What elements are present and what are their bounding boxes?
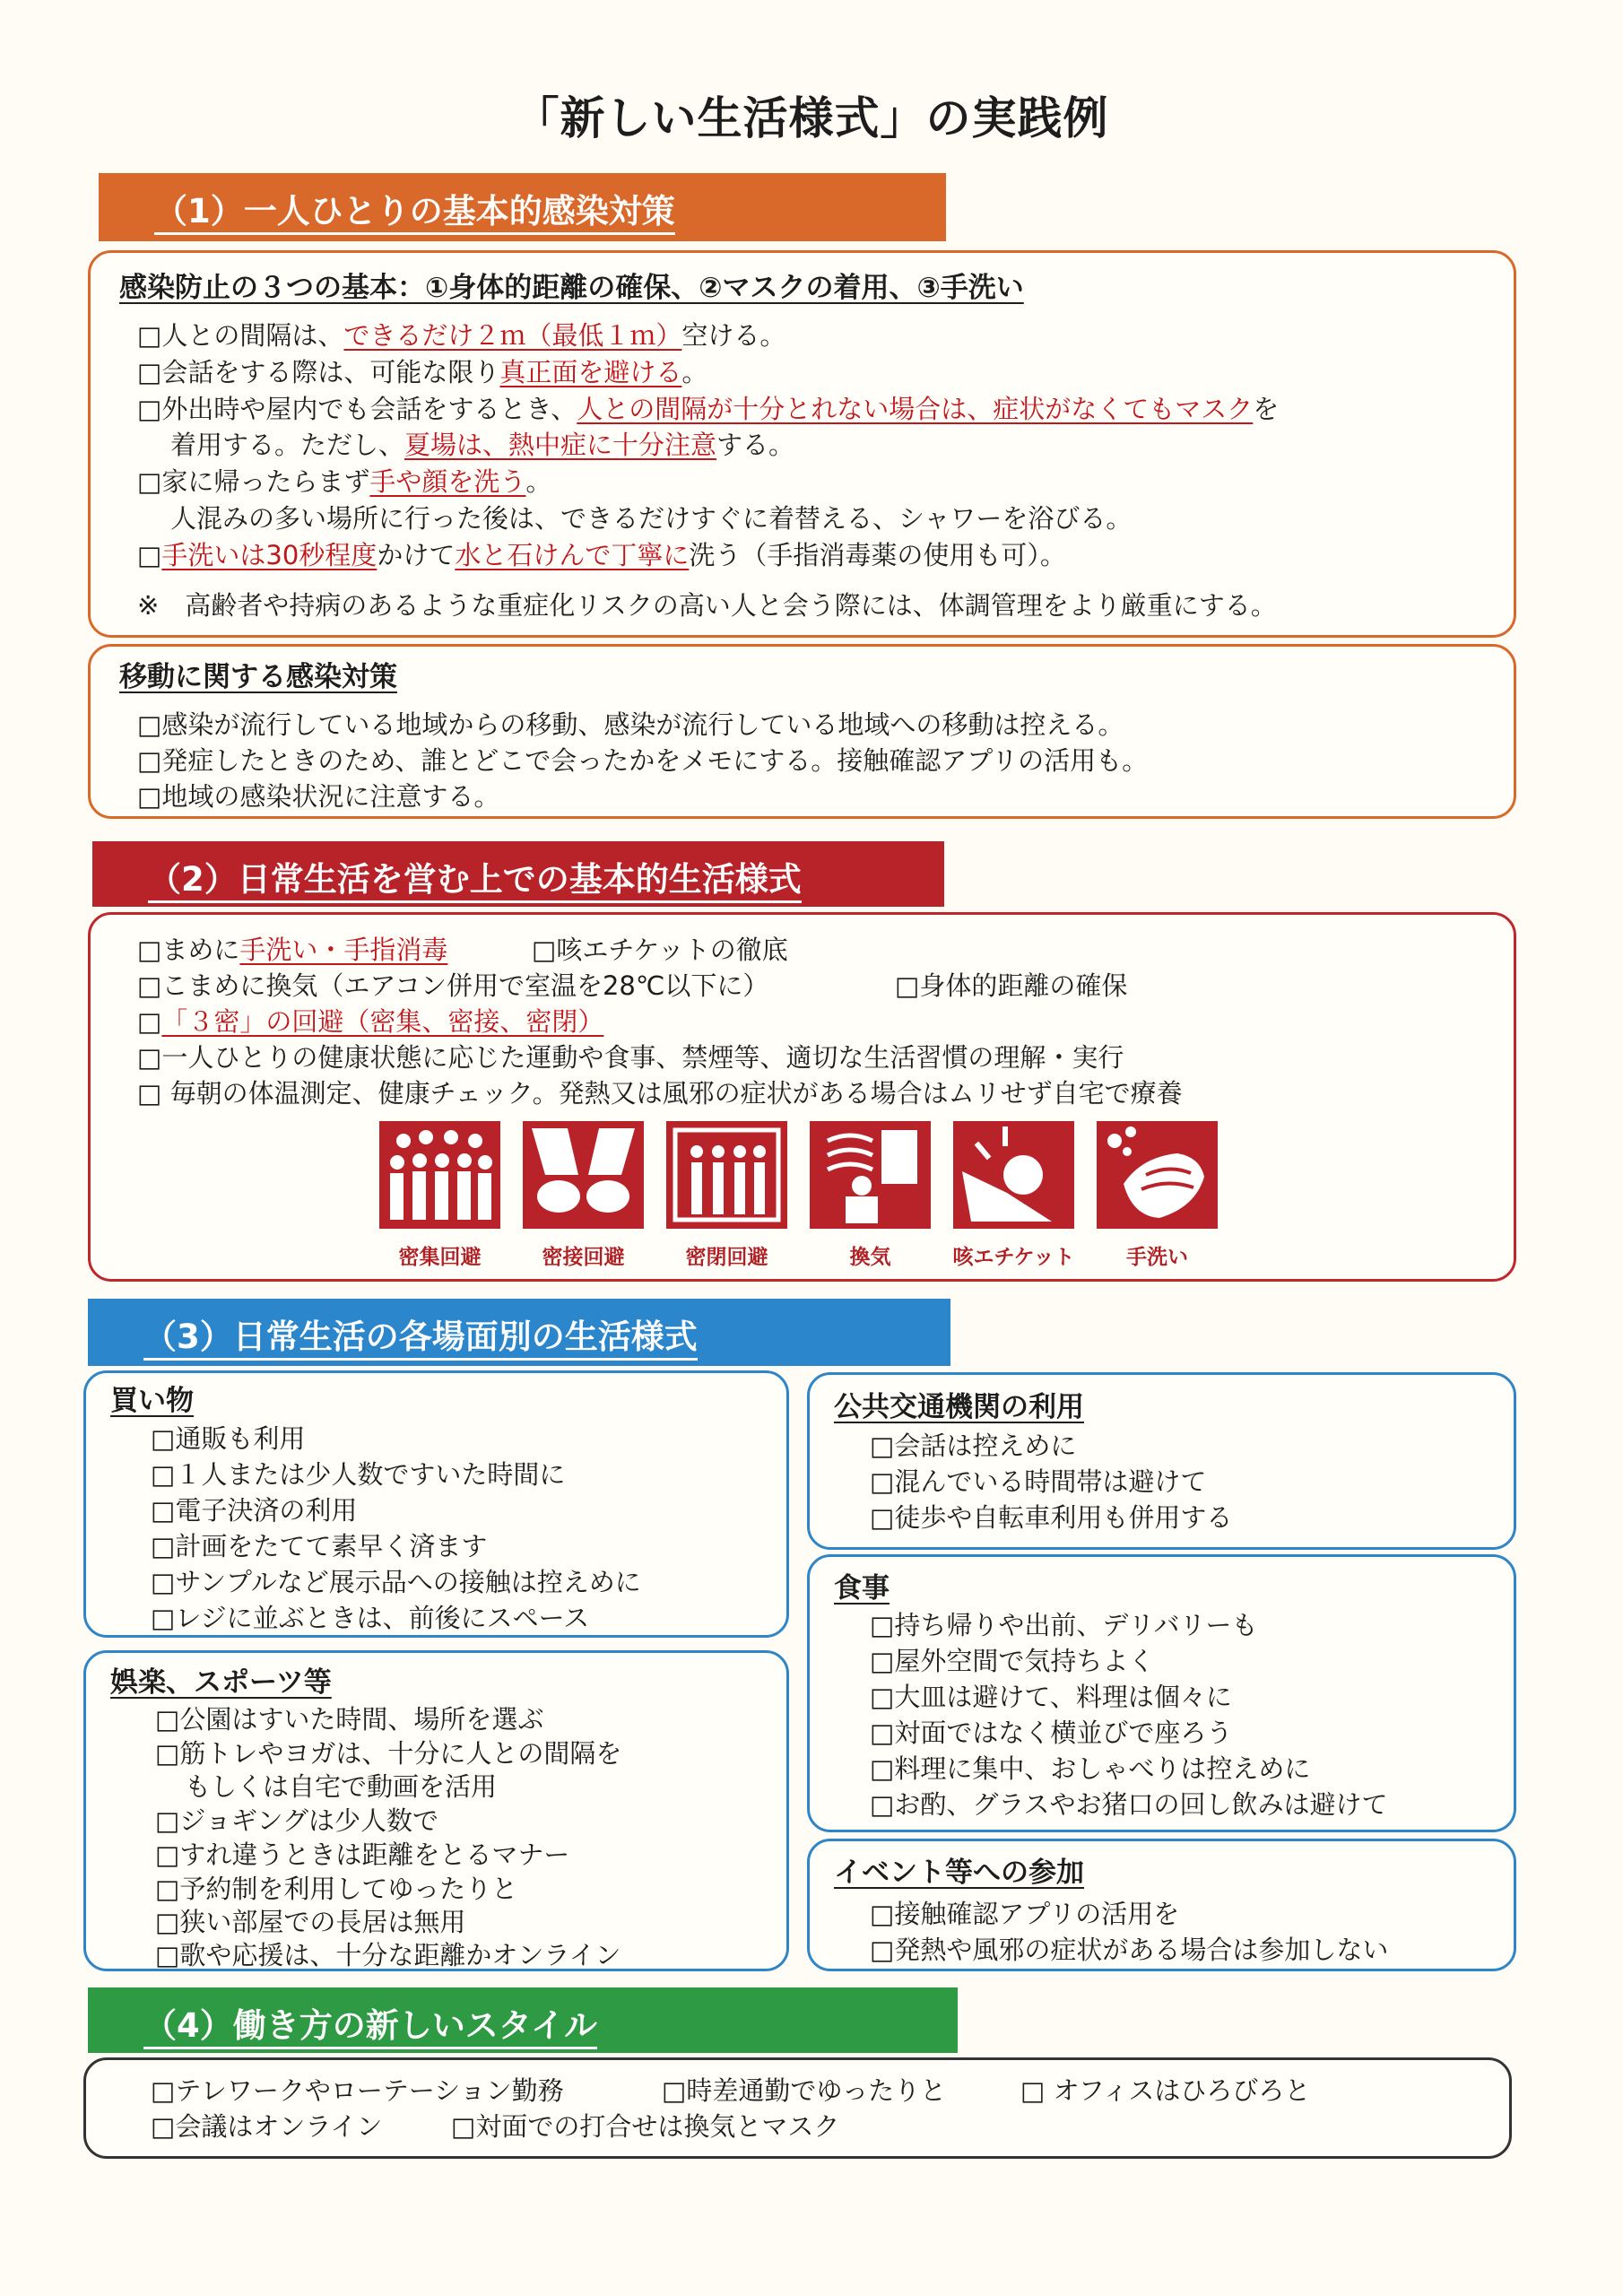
close-contact-icon	[523, 1121, 644, 1229]
list-item: □筋トレやヨガは、十分に人との間隔を	[155, 1738, 622, 1769]
list-item: □会話をする際は、可能な限り真正面を避ける。	[137, 357, 708, 387]
icon-label: 手洗い	[1126, 1246, 1188, 1269]
icon-label: 密集回避	[398, 1246, 482, 1269]
list-item: □咳エチケットの徹底	[532, 935, 788, 965]
close-contact-avoid-cell	[518, 1121, 648, 1274]
work-style-box	[83, 2057, 1512, 2159]
section-4-banner	[88, 1987, 958, 2053]
list-item: □ オフィスはひろびろと	[1020, 2075, 1311, 2106]
list-item: □家に帰ったらまず手や顔を洗う。	[137, 466, 552, 497]
list-item: □１人または少人数ですいた時間に	[151, 1459, 566, 1490]
ventilation-cell	[805, 1121, 935, 1274]
meals-heading: 食事	[834, 1572, 890, 1605]
handwashing-icon	[1097, 1121, 1218, 1229]
list-item: □お酌、グラスやお猪口の回し飲みは避けて	[870, 1789, 1388, 1820]
section-3-banner	[88, 1299, 950, 1366]
list-item: □徒歩や自転車利用も併用する	[870, 1502, 1233, 1533]
section-2-banner	[92, 841, 944, 907]
three-cs-icon-row	[375, 1121, 1209, 1274]
travel-measures-heading: 移動に関する感染対策	[119, 661, 397, 693]
list-item: もしくは自宅で動画を活用	[185, 1771, 498, 1802]
list-item: □時差通勤でゆったりと	[662, 2075, 947, 2106]
list-item: □対面ではなく横並びで座ろう	[870, 1718, 1233, 1748]
icon-label: 密接回避	[542, 1246, 625, 1269]
closed-space-icon	[666, 1121, 787, 1229]
list-item: □狭い部屋での長居は無用	[155, 1907, 466, 1937]
cough-etiquette-cell	[949, 1121, 1079, 1274]
list-item: □「３密」の回避（密集、密接、密閉）	[137, 1006, 604, 1037]
ventilation-icon	[810, 1121, 931, 1229]
list-item: □料理に集中、おしゃべりは控えめに	[870, 1753, 1311, 1784]
list-item: □対面での打合せは換気とマスク	[451, 2111, 840, 2142]
handwashing-cell	[1092, 1121, 1222, 1274]
list-item: □身体的距離の確保	[895, 970, 1128, 1001]
list-item: □予約制を利用してゆったりと	[155, 1874, 518, 1904]
list-item: □持ち帰りや出前、デリバリーも	[870, 1610, 1258, 1640]
list-item: □発症したときのため、誰とどこで会ったかをメモにする。接触確認アプリの活用も。	[137, 745, 1149, 776]
list-item: □一人ひとりの健康状態に応じた運動や食事、禁煙等、適切な生活習慣の理解・実行	[137, 1042, 1124, 1073]
list-item: □サンプルなど展示品への接触は控えめに	[151, 1567, 641, 1597]
shopping-heading: 買い物	[110, 1385, 194, 1417]
list-item: □屋外空間で気持ちよく	[870, 1646, 1155, 1676]
crowd-icon	[379, 1121, 500, 1229]
list-item: □公園はすいた時間、場所を選ぶ	[155, 1704, 544, 1735]
icon-label: 咳エチケット	[952, 1246, 1075, 1269]
list-item: □会話は控えめに	[870, 1431, 1077, 1461]
section-1-title: （1）一人ひとりの基本的感染対策	[154, 192, 675, 235]
list-item: □歌や応援は、十分な距離かオンライン	[155, 1940, 621, 1970]
list-item: □通販も利用	[151, 1423, 306, 1454]
list-item: □地域の感染状況に注意する。	[137, 781, 500, 812]
list-item: □会議はオンライン	[151, 2111, 383, 2142]
list-item: □ジョギングは少人数で	[155, 1805, 438, 1836]
leisure-heading: 娯楽、スポーツ等	[110, 1666, 332, 1699]
note-text: ※ 高齢者や持病のあるような重症化リスクの高い人と会う際には、体調管理をより厳重にする。	[137, 590, 1277, 621]
list-item: □こまめに換気（エアコン併用で室温を28℃以下に）	[137, 970, 769, 1001]
list-item: □大皿は避けて、料理は個々に	[870, 1682, 1232, 1712]
list-item: 着用する。ただし、夏場は、熱中症に十分注意する。	[170, 430, 795, 460]
list-item: □手洗いは30秒程度かけて水と石けんで丁寧に洗う（手指消毒薬の使用も可）。	[137, 540, 1066, 570]
section-4-title: （4）働き方の新しいスタイル	[143, 2006, 597, 2049]
icon-label: 換気	[849, 1246, 891, 1269]
section-1-banner	[99, 173, 946, 241]
list-item: □電子決済の利用	[151, 1495, 358, 1526]
cough-etiquette-icon	[953, 1121, 1074, 1229]
transit-heading: 公共交通機関の利用	[834, 1391, 1084, 1423]
section-3-title: （3）日常生活の各場面別の生活様式	[143, 1318, 698, 1361]
closed-space-avoid-cell	[662, 1121, 792, 1274]
page-title: 「新しい生活様式」の実践例	[514, 92, 1109, 144]
list-item: □ 毎朝の体温測定、健康チェック。発熱又は風邪の症状がある場合はムリせず自宅で療養	[137, 1078, 1183, 1109]
list-item: □まめに手洗い・手指消毒	[137, 935, 448, 965]
list-item: □計画をたてて素早く済ます	[151, 1531, 488, 1561]
list-item: □感染が流行している地域からの移動、感染が流行している地域への移動は控える。	[137, 709, 1124, 740]
list-item: □混んでいる時間帯は避けて	[870, 1466, 1207, 1497]
list-item: □人との間隔は、できるだけ２ｍ（最低１ｍ）空ける。	[137, 320, 786, 351]
list-item: □テレワークやローテーション勤務	[151, 2075, 564, 2106]
crowd-avoid-cell	[375, 1121, 505, 1274]
events-heading: イベント等への参加	[834, 1857, 1084, 1889]
basic-measures-heading: 感染防止の３つの基本：①身体的距離の確保、②マスクの着用、③手洗い	[119, 272, 1024, 304]
list-item: □すれ違うときは距離をとるマナー	[155, 1839, 570, 1870]
list-item: 人混みの多い場所に行った後は、できるだけすぐに着替える、シャワーを浴びる。	[170, 503, 1133, 534]
list-item: □外出時や屋内でも会話をするとき、人との間隔が十分とれない場合は、症状がなくてもマスクを	[137, 394, 1280, 424]
list-item: □接触確認アプリの活用を	[870, 1899, 1180, 1929]
list-item: □発熱や風邪の症状がある場合は参加しない	[870, 1935, 1389, 1965]
list-item: □レジに並ぶときは、前後にスペース	[151, 1603, 590, 1633]
icon-label: 密閉回避	[685, 1246, 768, 1269]
section-2-title: （2）日常生活を営む上での基本的生活様式	[148, 860, 802, 903]
